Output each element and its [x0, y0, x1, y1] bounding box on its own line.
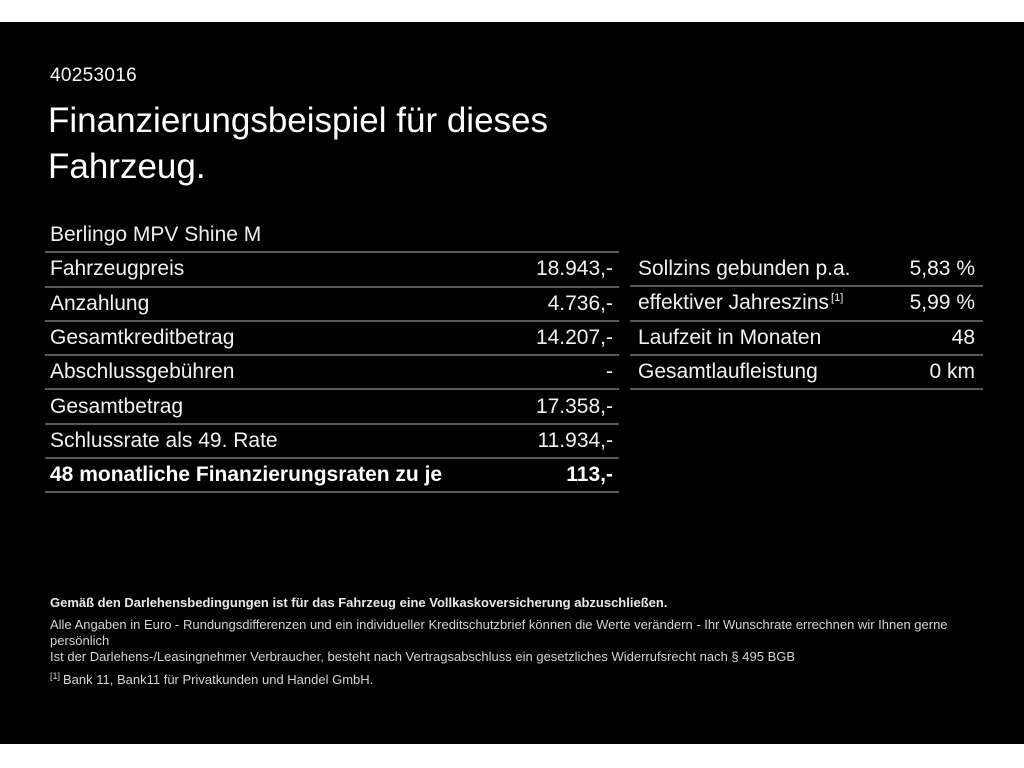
row-label: 48 monatliche Finanzierungsraten zu je [50, 463, 443, 487]
row-label: Gesamtkreditbetrag [50, 326, 235, 350]
page-title-line1: Finanzierungsbeispiel für dieses [48, 101, 548, 140]
table-row-gesamtbetrag [45, 390, 619, 424]
row-value: 4.736,- [547, 291, 613, 315]
row-label: Gesamtlaufleistung [638, 360, 818, 384]
row-label: Laufzeit in Monaten [638, 325, 822, 349]
row-value: - [606, 360, 613, 384]
page-title [48, 98, 548, 190]
table-row-sollzins [630, 253, 983, 287]
table-row-gesamtkreditbetrag [45, 322, 619, 356]
row-value: 18.943,- [535, 257, 613, 281]
row-value: 48 [951, 325, 975, 349]
table-row-abschlussgebuehren [45, 356, 619, 390]
content-area [0, 22, 1024, 744]
table-row-monatsrate [45, 459, 619, 493]
conditions-table [630, 253, 983, 390]
footnote-marker: [1] [50, 670, 61, 681]
row-label-text: effektiver Jahreszins [638, 291, 830, 315]
row-value: 14.207,- [535, 326, 613, 350]
page-title-line2: Fahrzeug. [48, 147, 206, 186]
table-row-effektiver-jahreszins [630, 287, 983, 321]
footer-footnote [50, 672, 980, 688]
row-label [638, 291, 843, 315]
table-row-laufzeit [630, 322, 983, 356]
row-label: Sollzins gebunden p.a. [638, 257, 851, 281]
row-value: 113,- [566, 463, 613, 487]
row-value: 11.934,- [537, 428, 613, 452]
row-label: Schlussrate als 49. Rate [50, 428, 278, 452]
vehicle-model: Berlingo MPV Shine M [50, 223, 262, 247]
row-label: Fahrzeugpreis [50, 257, 185, 281]
table-row-gesamtlaufleistung [630, 356, 983, 390]
footer-bold-line: Gemäß den Darlehensbedingungen ist für das Fahrzeug eine Vollkaskoversicherung abzuschließen. [50, 595, 668, 610]
row-value: 0 km [929, 360, 975, 384]
vehicle-id: 40253016 [50, 65, 137, 86]
table-row-fahrzeugpreis [45, 253, 619, 287]
row-value: 5,83 % [909, 257, 975, 281]
table-row-anzahlung [45, 288, 619, 322]
row-value: 5,99 % [909, 291, 975, 315]
row-label: Abschlussgebühren [50, 360, 235, 384]
legal-footer [50, 595, 980, 688]
finance-table [45, 219, 619, 493]
vehicle-model-row [45, 219, 619, 253]
footnote-reference: [1] [831, 292, 844, 305]
footnote-text: Bank 11, Bank11 für Privatkunden und Handel GmbH. [63, 672, 374, 687]
row-value: 17.358,- [535, 394, 613, 418]
row-label: Gesamtbetrag [50, 394, 184, 418]
footer-line-2: Alle Angaben in Euro - Rundungsdifferenzen und ein individueller Kreditschutzbrief können die Werte verändern - Ihr Wunschrate errechnen wir Ihnen gerne persönlich [50, 617, 948, 648]
table-row-schlussrate [45, 425, 619, 459]
row-label: Anzahlung [50, 291, 150, 315]
footer-line-3: Ist der Darlehens-/Leasingnehmer Verbraucher, besteht nach Vertragsabschluss ein gesetzliches Widerrufsrecht nach § 495 BGB [50, 649, 796, 664]
